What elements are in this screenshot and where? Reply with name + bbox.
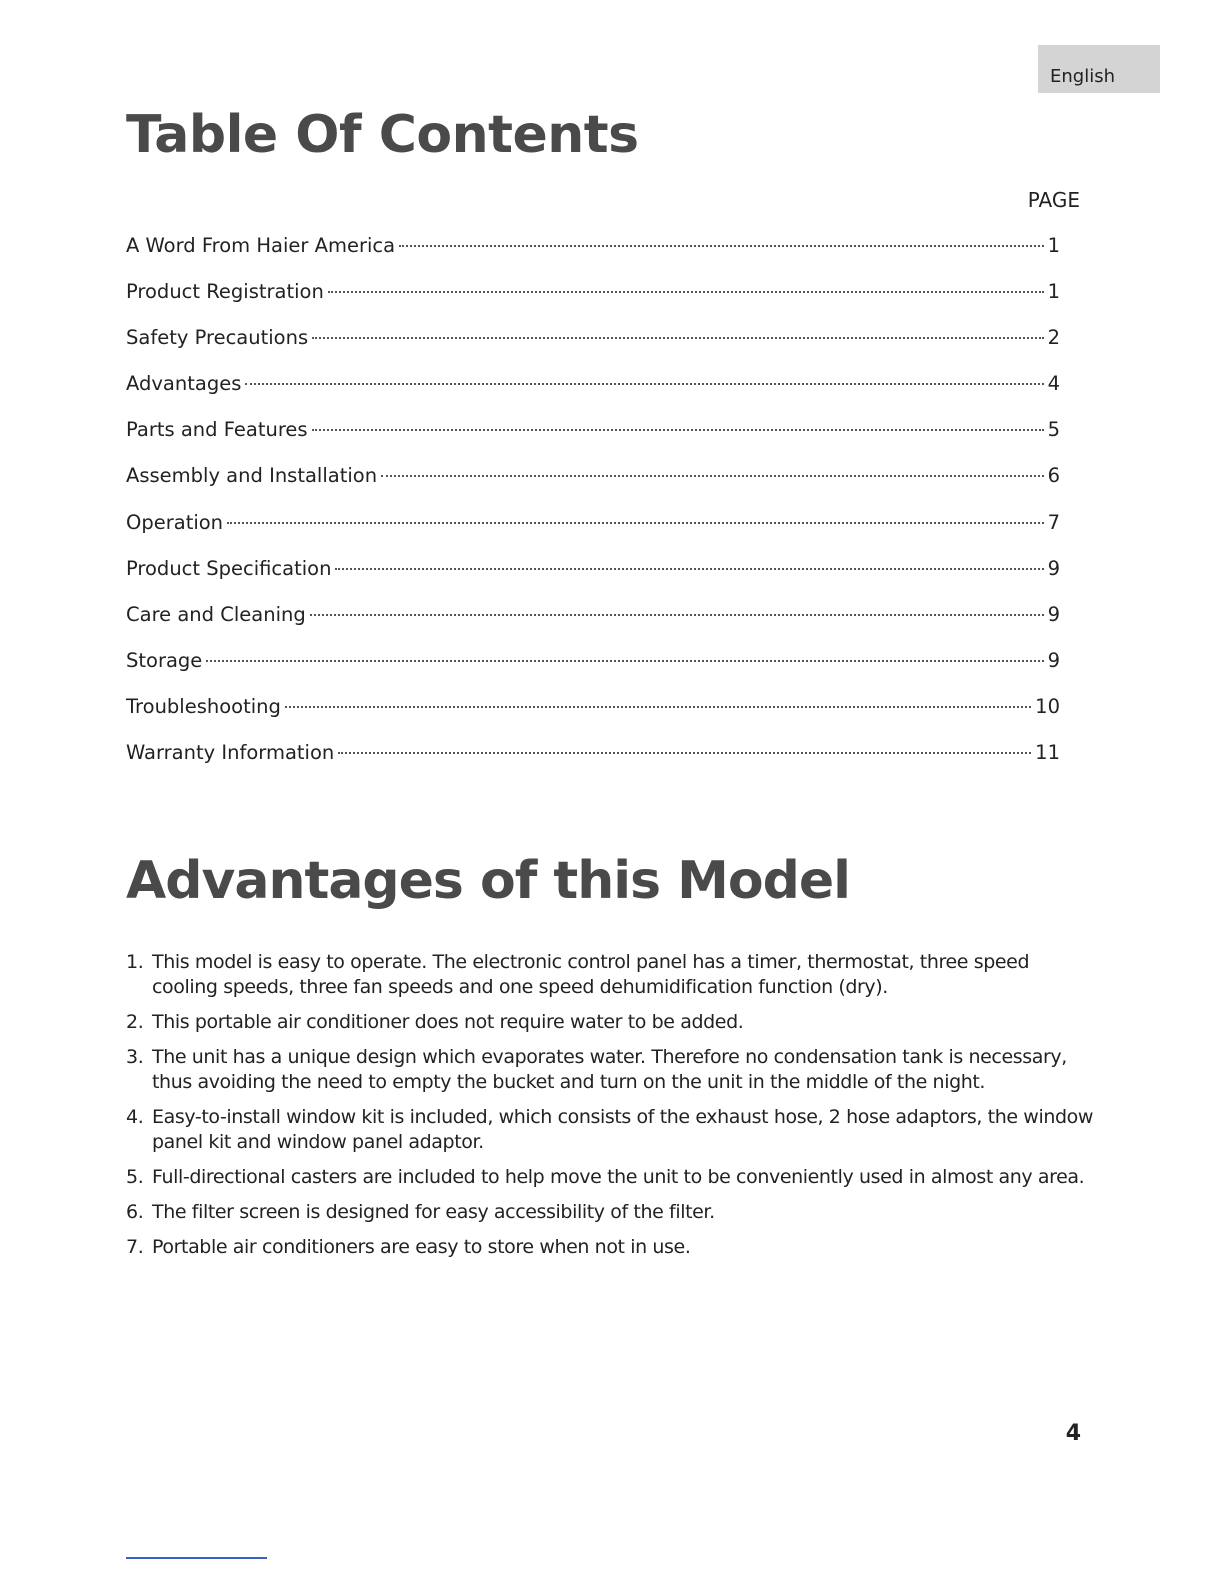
advantages-list bbox=[126, 950, 1096, 1270]
advantage-text: Portable air conditioners are easy to store when not in use. bbox=[152, 1236, 691, 1258]
toc-entry-assembly-and-installation bbox=[126, 462, 1060, 508]
toc-entry-page: 9 bbox=[1047, 648, 1060, 672]
advantage-number: 6. bbox=[126, 1201, 144, 1223]
toc-entry-label: Safety Precautions bbox=[126, 326, 309, 350]
footer-rule bbox=[126, 1557, 267, 1559]
toc-entry-page: 6 bbox=[1047, 464, 1060, 488]
advantage-number: 5. bbox=[126, 1166, 144, 1188]
toc-page-column-label: PAGE bbox=[1027, 188, 1080, 212]
toc-entry-warranty-information bbox=[126, 739, 1060, 785]
toc-entry-safety-precautions bbox=[126, 324, 1060, 370]
advantage-number: 4. bbox=[126, 1106, 144, 1128]
toc-entry-product-registration bbox=[126, 278, 1060, 324]
toc-dot-leader bbox=[338, 752, 1031, 754]
toc-entry-operation bbox=[126, 509, 1060, 555]
toc-entry-page: 9 bbox=[1047, 556, 1060, 580]
toc-entry-page: 4 bbox=[1047, 372, 1060, 396]
toc-dot-leader bbox=[245, 383, 1043, 385]
toc-entry-product-specification bbox=[126, 555, 1060, 601]
toc-dot-leader bbox=[206, 660, 1043, 662]
language-tab: English bbox=[1038, 45, 1160, 93]
advantage-item bbox=[126, 1200, 1096, 1225]
toc-dot-leader bbox=[285, 706, 1031, 708]
advantage-text: This portable air conditioner does not require water to be added. bbox=[152, 1011, 744, 1033]
toc-dot-leader bbox=[227, 522, 1044, 524]
toc-entry-page: 11 bbox=[1035, 741, 1060, 765]
advantage-number: 3. bbox=[126, 1046, 144, 1068]
toc-entry-page: 7 bbox=[1047, 510, 1060, 534]
toc-entry-label: Troubleshooting bbox=[126, 694, 281, 718]
toc-dot-leader bbox=[399, 245, 1044, 247]
toc-dot-leader bbox=[310, 614, 1044, 616]
toc-entry-page: 10 bbox=[1035, 694, 1060, 718]
toc-entry-label: Storage bbox=[126, 648, 203, 672]
toc-entry-label: Product Specification bbox=[126, 556, 332, 580]
advantage-item bbox=[126, 1105, 1096, 1155]
toc-entry-care-and-cleaning bbox=[126, 601, 1060, 647]
advantage-item bbox=[126, 1235, 1096, 1260]
toc-entry-label: Warranty Information bbox=[126, 741, 335, 765]
toc-entry-label: Product Registration bbox=[126, 280, 324, 304]
toc-entry-page: 2 bbox=[1047, 326, 1060, 350]
advantage-text: Full-directional casters are included to help move the unit to be conveniently used in almost any area. bbox=[152, 1166, 1085, 1188]
toc-entry-label: A Word From Haier America bbox=[126, 234, 396, 257]
toc-entry-label: Assembly and Installation bbox=[126, 464, 378, 488]
toc-list bbox=[126, 232, 1060, 785]
advantage-number: 1. bbox=[126, 951, 144, 973]
advantage-item bbox=[126, 1045, 1096, 1095]
advantage-item bbox=[126, 950, 1096, 1000]
toc-dot-leader bbox=[381, 475, 1044, 477]
toc-entry-label: Parts and Features bbox=[126, 418, 308, 442]
toc-entry-troubleshooting bbox=[126, 693, 1060, 739]
advantage-text: This model is easy to operate. The electronic control panel has a timer, thermostat, three speed cooling speeds, three fan speeds and one speed dehumidification function (dry). bbox=[152, 951, 1030, 998]
advantage-text: Easy-to-install window kit is included, which consists of the exhaust hose, 2 hose adaptors, the window panel kit and window panel adaptor. bbox=[152, 1106, 1093, 1153]
advantage-number: 7. bbox=[126, 1236, 144, 1258]
toc-entry-page: 9 bbox=[1047, 602, 1060, 626]
toc-entry-label: Operation bbox=[126, 510, 224, 534]
toc-entry-advantages bbox=[126, 370, 1060, 416]
toc-entry-label: Advantages bbox=[126, 372, 242, 396]
advantage-item bbox=[126, 1010, 1096, 1035]
toc-dot-leader bbox=[312, 429, 1044, 431]
toc-entry-page: 1 bbox=[1047, 234, 1060, 257]
advantages-heading: Advantages of this Model bbox=[126, 851, 850, 911]
toc-dot-leader bbox=[328, 291, 1044, 293]
toc-dot-leader bbox=[335, 568, 1043, 570]
advantage-text: The unit has a unique design which evaporates water. Therefore no condensation tank is necessary, thus avoiding the need to empty the bucket and turn on the unit in the middle of the night. bbox=[152, 1046, 1067, 1093]
toc-entry-word-from-haier bbox=[126, 232, 1060, 278]
toc-entry-storage bbox=[126, 647, 1060, 693]
toc-entry-page: 5 bbox=[1047, 418, 1060, 442]
advantage-item bbox=[126, 1165, 1096, 1190]
toc-entry-parts-and-features bbox=[126, 416, 1060, 462]
toc-dot-leader bbox=[312, 337, 1043, 339]
advantage-text: The filter screen is designed for easy accessibility of the filter. bbox=[152, 1201, 715, 1223]
page-number: 4 bbox=[1065, 1421, 1081, 1446]
toc-entry-label: Care and Cleaning bbox=[126, 602, 306, 626]
toc-entry-page: 1 bbox=[1047, 280, 1060, 304]
toc-heading: Table Of Contents bbox=[126, 105, 639, 165]
advantage-number: 2. bbox=[126, 1011, 144, 1033]
